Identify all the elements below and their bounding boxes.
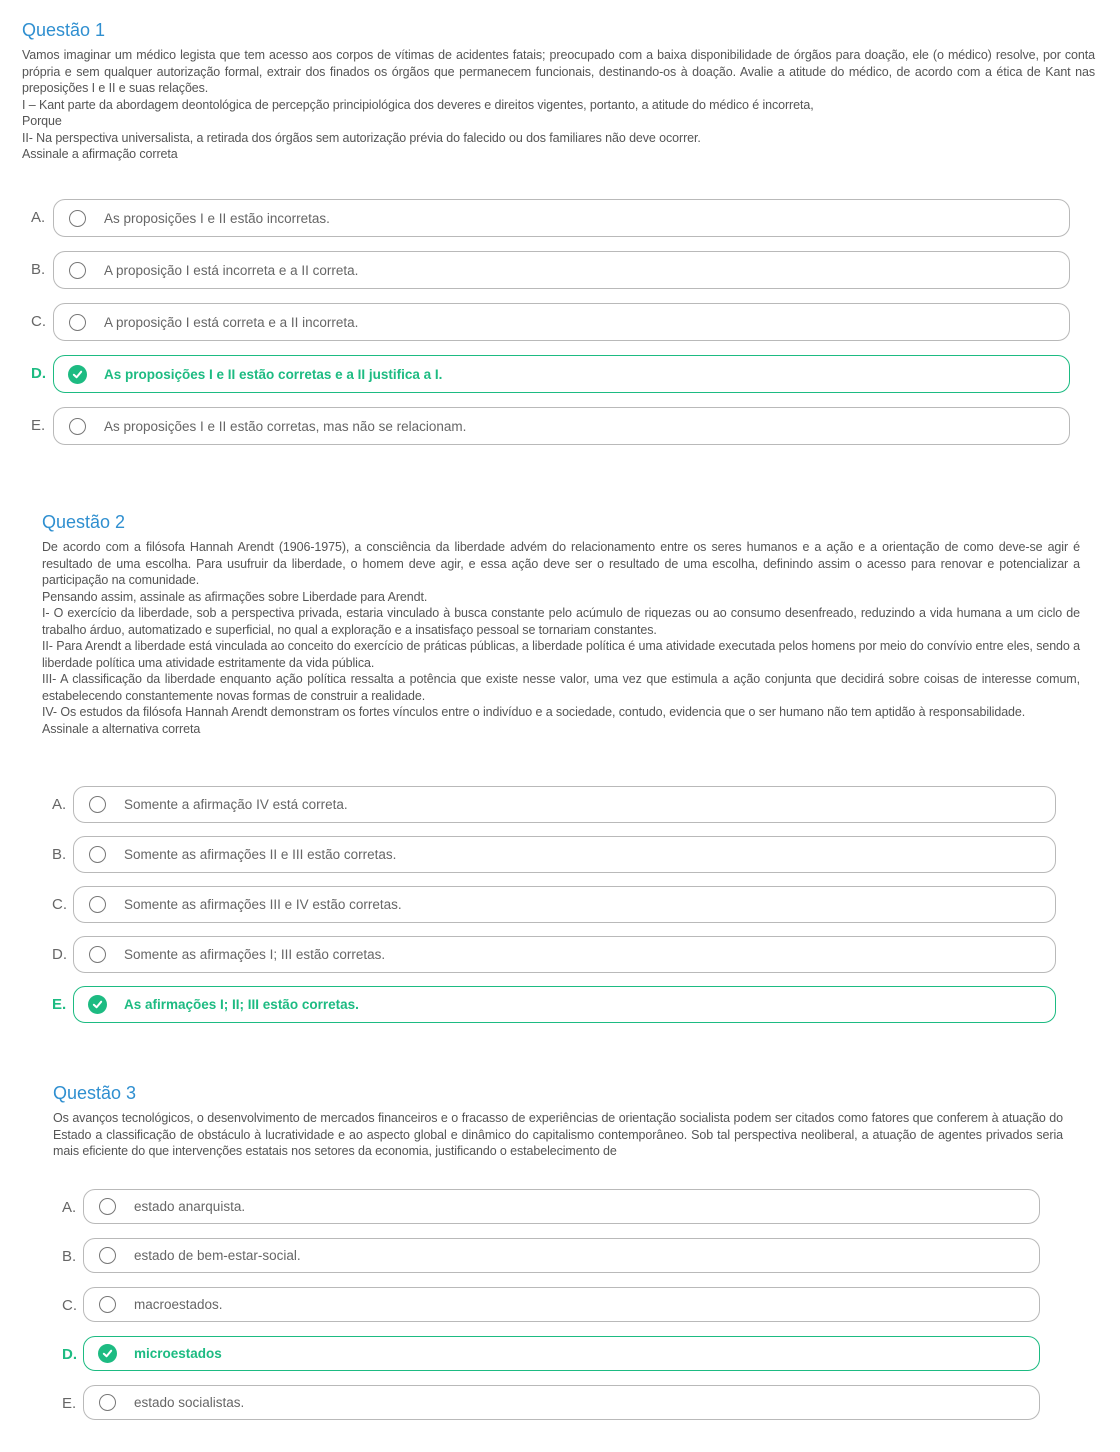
option-text: As afirmações I; II; III estão corretas.: [124, 997, 359, 1012]
question-title: Questão 2: [42, 512, 126, 532]
check-circle-icon: [98, 1344, 117, 1363]
radio-button-icon[interactable]: [89, 796, 106, 813]
option-a[interactable]: [0, 199, 1120, 235]
radio-button-icon[interactable]: [89, 846, 106, 863]
question-statement: [22, 47, 1095, 163]
statement-paragraph: Assinale a afirmação correta: [22, 147, 178, 161]
option-box[interactable]: [73, 936, 1056, 973]
radio-button-icon[interactable]: [89, 946, 106, 963]
option-text: Somente as afirmações II e III estão corretas.: [124, 847, 397, 862]
option-a[interactable]: [0, 1189, 1120, 1222]
radio-button-icon[interactable]: [99, 1247, 116, 1264]
option-c[interactable]: [0, 886, 1120, 921]
statement-paragraph: III- A classificação da liberdade enquanto ação política ressalta a potência que existe nesse valor, uma vez que estimula a ação conjunta que decidirá sobre coisas de interesse comum, estabelecendo constantemente novas formas de construir a realidade.: [42, 672, 1080, 703]
option-text: As proposições I e II estão incorretas.: [104, 210, 330, 226]
option-box[interactable]: [53, 407, 1070, 445]
radio-button-icon[interactable]: [69, 314, 86, 331]
option-letter: B.: [31, 261, 46, 278]
option-box[interactable]: [73, 786, 1056, 823]
option-letter: D.: [62, 1346, 77, 1363]
option-box[interactable]: [83, 1287, 1040, 1322]
question-title: Questão 3: [53, 1083, 137, 1103]
option-box[interactable]: [73, 986, 1056, 1023]
option-c[interactable]: [0, 1287, 1120, 1320]
option-letter: E.: [52, 996, 67, 1013]
option-letter: A.: [31, 209, 46, 226]
option-text: Somente a afirmação IV está correta.: [124, 797, 348, 812]
option-letter: C.: [31, 313, 46, 330]
statement-paragraph: I – Kant parte da abordagem deontológica de percepção principiológica dos deveres e direitos vigentes, portanto, a atitude do médico é incorreta,: [22, 97, 814, 112]
option-d[interactable]: [0, 1336, 1120, 1369]
statement-paragraph: Pensando assim, assinale as afirmações sobre Liberdade para Arendt.: [42, 589, 428, 604]
statement-paragraph: Assinale a alternativa correta: [42, 721, 201, 736]
option-letter: D.: [52, 946, 67, 963]
question-2: [42, 512, 1080, 737]
option-letter: E.: [62, 1395, 77, 1412]
statement-paragraph: De acordo com a filósofa Hannah Arendt (1906-1975), a consciência da liberdade advém do relacionamento entre os seres humanos e a ação e a orientação de como deve-se agir é resultado de uma escolha. Para usufruir da liberdade, o homem deve agir, e essa ação deve ser o resultado de uma escolha, definindo assim o acesso para renovar e potencializar a participação na comunidade.: [42, 540, 1080, 587]
option-box[interactable]: [53, 303, 1070, 341]
question-title: Questão 1: [22, 20, 106, 40]
option-box[interactable]: [73, 886, 1056, 923]
option-b[interactable]: [0, 1238, 1120, 1271]
question-1: [22, 20, 1095, 163]
option-text: microestados: [134, 1346, 222, 1361]
statement-paragraph: II- Na perspectiva universalista, a retirada dos órgãos sem autorização prévia do falecido ou dos familiares não deve ocorrer.: [22, 130, 701, 145]
option-text: estado de bem-estar-social.: [134, 1248, 301, 1263]
option-box[interactable]: [53, 251, 1070, 289]
option-e[interactable]: [0, 407, 1120, 443]
option-letter: C.: [62, 1297, 77, 1314]
option-box[interactable]: [83, 1189, 1040, 1224]
option-text: Somente as afirmações I; III estão corretas.: [124, 947, 386, 962]
radio-button-icon[interactable]: [99, 1296, 116, 1313]
radio-button-icon[interactable]: [69, 418, 86, 435]
option-letter: D.: [31, 365, 46, 382]
option-b[interactable]: [0, 836, 1120, 871]
option-text: As proposições I e II estão corretas, mas não se relacionam.: [104, 418, 467, 434]
option-e[interactable]: [0, 986, 1120, 1021]
option-text: Somente as afirmações III e IV estão corretas.: [124, 897, 402, 912]
question-statement: [53, 1110, 1063, 1160]
question-statement: [42, 539, 1080, 737]
option-letter: B.: [52, 846, 67, 863]
check-circle-icon: [68, 365, 87, 384]
statement-paragraph: IV- Os estudos da filósofa Hannah Arendt demonstram os fortes vínculos entre o indivíduo e a sociedade, contudo, evidencia que o ser humano não tem aptidão à responsabilidade.: [42, 705, 1026, 719]
option-d[interactable]: [0, 355, 1120, 391]
option-c[interactable]: [0, 303, 1120, 339]
radio-button-icon[interactable]: [69, 262, 86, 279]
option-box[interactable]: [83, 1238, 1040, 1273]
check-circle-icon: [88, 995, 107, 1014]
statement-paragraph: Os avanços tecnológicos, o desenvolvimento de mercados financeiros e o fracasso de experiências de orientação socialista podem ser citados como fatores que conferem à atuação do Estado a classificação de obstáculo à lucratividade e ao aspecto global e dinâmico do capitalismo contemporâneo. Sob tal perspectiva neoliberal, a atuação de agentes privados seria mais eficiente do que intervenções estatais nos setores da economia, justificando o estabelecimento de: [53, 1111, 1063, 1158]
option-letter: A.: [62, 1199, 77, 1216]
radio-button-icon[interactable]: [99, 1198, 116, 1215]
option-d[interactable]: [0, 936, 1120, 971]
option-box[interactable]: [53, 355, 1070, 393]
option-text: macroestados.: [134, 1297, 223, 1312]
option-box[interactable]: [83, 1385, 1040, 1420]
option-box[interactable]: [73, 836, 1056, 873]
option-letter: B.: [62, 1248, 77, 1265]
option-e[interactable]: [0, 1385, 1120, 1418]
statement-paragraph: I- O exercício da liberdade, sob a perspectiva privada, estaria vinculado à busca constante pelo acúmulo de riquezas ou ao consumo desenfreado, reduzindo a vida humana a um ciclo de trabalho árduo, automatizado e superficial, no qual a exploração e a insatisfaço pessoal se tornariam constantes.: [42, 606, 1080, 637]
option-text: A proposição I está correta e a II incorreta.: [104, 314, 359, 330]
statement-paragraph: Vamos imaginar um médico legista que tem acesso aos corpos de vítimas de acidentes fatais; preocupado com a baixa disponibilidade de órgãos para doação, ele (o médico) resolve, por conta própria e sem qualquer autorização formal, extrair dos finados os órgãos que permanecem funcionais, destinando-os à doação. Avalie a atitude do médico, de acordo com a ética de Kant nas preposições I e II e suas relações.: [22, 48, 1095, 95]
option-b[interactable]: [0, 251, 1120, 287]
option-letter: E.: [31, 417, 46, 434]
statement-paragraph: Porque: [22, 114, 62, 128]
option-letter: C.: [52, 896, 67, 913]
option-text: estado socialistas.: [134, 1395, 245, 1410]
radio-button-icon[interactable]: [99, 1394, 116, 1411]
radio-button-icon[interactable]: [89, 896, 106, 913]
option-text: As proposições I e II estão corretas e a II justifica a I.: [104, 366, 443, 382]
option-letter: A.: [52, 796, 67, 813]
statement-paragraph: II- Para Arendt a liberdade está vinculada ao conceito do exercício de práticas públicas, a liberdade política é uma atividade executada pelos homens por meio do convívio entre eles, sendo a liberdade política uma atividade estritamente da vida pública.: [42, 639, 1080, 670]
option-box[interactable]: [83, 1336, 1040, 1371]
radio-button-icon[interactable]: [69, 210, 86, 227]
option-text: estado anarquista.: [134, 1199, 246, 1214]
question-3: [53, 1083, 1063, 1160]
option-a[interactable]: [0, 786, 1120, 821]
option-box[interactable]: [53, 199, 1070, 237]
option-text: A proposição I está incorreta e a II correta.: [104, 262, 359, 278]
